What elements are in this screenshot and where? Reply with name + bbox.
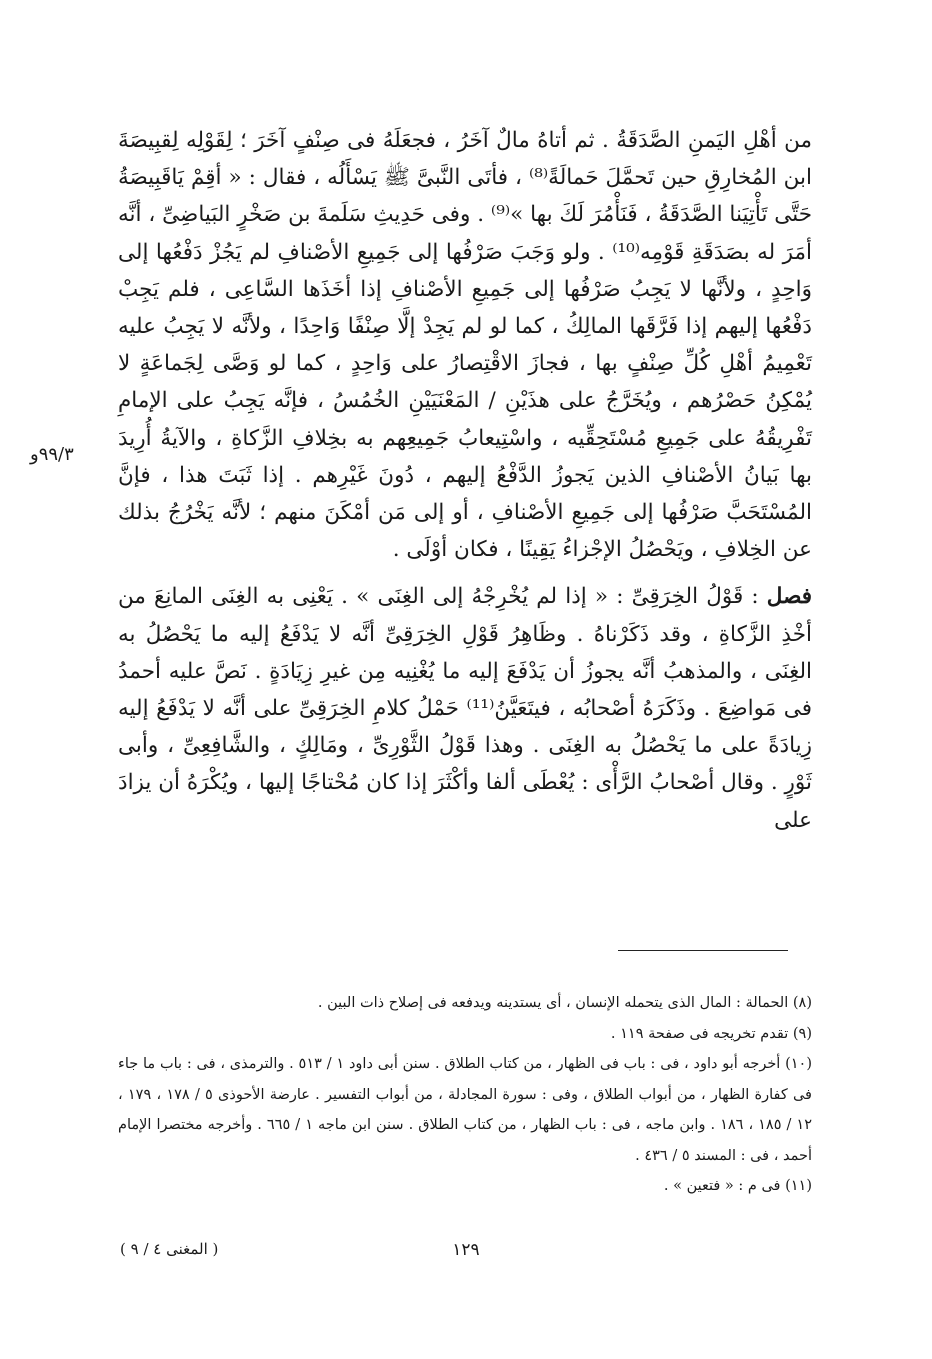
footnote-11: (١١) فى م : « فتعين » .: [663, 1178, 812, 1194]
page-number: ١٢٩: [452, 1240, 480, 1260]
footnotes: [118, 988, 812, 1202]
footnote-8: (٨) الحمالة : المال الذى يتحمله الإنسان ، أى يستدينه ويدفعه فى إصلاح ذات البين .: [317, 995, 812, 1011]
volume-signature: ( المغنى ٤ / ٩ ): [120, 1240, 219, 1258]
main-text: [118, 122, 812, 839]
fasl-heading: فصل: [766, 584, 812, 610]
footnote-10: (١٠) أخرجه أبو داود ، فى : باب فى الظهار ، من كتاب الطلاق . سنن أبى داود ١ / ٥١٣ . والترمذى ، فى : باب ما جاء فى كفارة الظهار ، من أبواب الطلاق ، وفى : سورة المجادلة ، من أبواب التفسير . عارضة الأحوذى ٥ / ١٧٨ ، ١٧٩ ، ١٢ / ١٨٥ ، ١٨٦ . وابن ماجه ، فى : باب الظهار ، من كتاب الطلاق . سنن ابن ماجه ١ / ٦٦٥ . وأخرجه مختصرا الإمام أحمد ، فى : المسند ٥ / ٤٣٦ .: [118, 1056, 813, 1164]
footnote-9: (٩) تقدم تخريجه فى صفحة ١١٩ .: [610, 1025, 812, 1042]
footnote-divider: [618, 950, 788, 951]
paragraph-1: من أهْلِ اليَمنِ الصَّدَقَةُ . ثم أتاهُ مالٌ آخَرُ ، فجعَلَهُ فى صِنْفٍ آخَرَ ؛ لِقَوْلِه لِقبِيصَةَ ابن المُخارِقِ حين تَحمَّلَ حَمالَةً⁽⁸⁾ ، فأتَى النَّبىَّ ﷺ يَسْأَلُه ، فقال : « أقِمْ يَاقَبِيصَةُ حَتَّى تَأْتِيَنا الصَّدَقَةُ ، فَنَأْمُرَ لَكَ بها »⁽⁹⁾ . وفى حَدِيثِ سَلَمةَ بن صَخْرٍ البَياضِىِّ ، أنَّه أمَرَ له بصَدَقَةِ قَوْمِه⁽¹⁰⁾ . ولو وَجَبَ صَرْفُها إلى جَمِيعِ الأصْنافِ لم يَجُزْ دَفْعُها إلى وَاحِدٍ ، ولأنَّها لا يَجِبُ صَرْفُها إلى جَمِيعِ الأصْنافِ إذا أخَذَها السَّاعِى ، فلم يَجِبْ دَفْعُها إليهم إذا فَرَّقَها المالِكُ ، كما لو لم يَجِدْ إلَّا صِنْفًا وَاحِدًا ، ولأنَّه لا يَجِبُ عليه تَعْمِيمُ أهْلِ كُلِّ صِنْفٍ بها ، فجازَ الاقْتِصارُ على وَاحِدٍ ، كما لو وَصَّى لِجَماعَةٍ لا يُمْكِنُ حَصْرُهم ، ويُخَرَّجُ على هذَيْنِ / المَعْنَيَيْنِ الخُمُسُ ، فإنَّه يَجِبُ على الإمامِ تَفْرِيقُهُ على جَمِيعِ مُسْتَحِقِّيه ، واسْتِيعابُ جَمِيعِهم به بخِلافِ الزَّكاةِ ، والآيةُ أُرِيدَ بها بَيانُ الأصْنافِ الذين يَجوزُ الدَّفْعُ إليهم ، دُونَ غَيْرِهم . إذا ثَبَتَ هذا ، فإنَّ المُسْتَحَبَّ صَرْفُها إلى جَمِيعِ الأصْنافِ ، أو إلى مَن أمْكَنَ منهم ؛ لأنَّه يَخْرُجُ بذلك عن الخِلافِ ، ويَحْصُلُ الإجْزاءُ يَقِينًا ، فكان أوْلَى .: [118, 128, 813, 563]
paragraph-2-text: : قَوْلُ الخِرَقِىِّ : « إذا لم يُخْرِجْهُ إلى الغِنَى » . يَعْنِى به الغِنَى المانِعَ من أخْذِ الزَّكاةِ ، وقد ذَكَرْناهُ . وظَاهِرُ قَوْلِ الخِرَقِىِّ أنَّه لا يَدْفَعُ إليه ما يَحْصُلُ به الغِنَى ، والمذهبُ أنَّه يجوزُ أن يَدْفَعَ إليه ما يُغْنِيه مِن غيرِ زِيَادَةٍ . نَصَّ عليه أحمدُ فى مَواضِعَ . وذَكَرَهُ أصْحابُه ، فيتَعَيَّنُ⁽¹¹⁾ حَمْلُ كلامِ الخِرَقِىِّ على أنَّه لا يَدْفَعُ إليه زِيادَةً على ما يَحْصُلُ به الغِنَى . وهذا قَوْلُ الثَّوْرِىِّ ، ومَالِكٍ ، والشَّافِعِىِّ ، وأبى ثَوْرٍ . وقال أصْحابُ الرَّأْى : يُعْطَى ألفا وأكْثَرَ إذا كان مُحْتاجًا إليها ، ويُكْرَهُ أن يزادَ على: [118, 584, 812, 833]
margin-folio-note: ٩٩/٣و: [30, 444, 74, 465]
paragraph-2: [118, 578, 812, 838]
